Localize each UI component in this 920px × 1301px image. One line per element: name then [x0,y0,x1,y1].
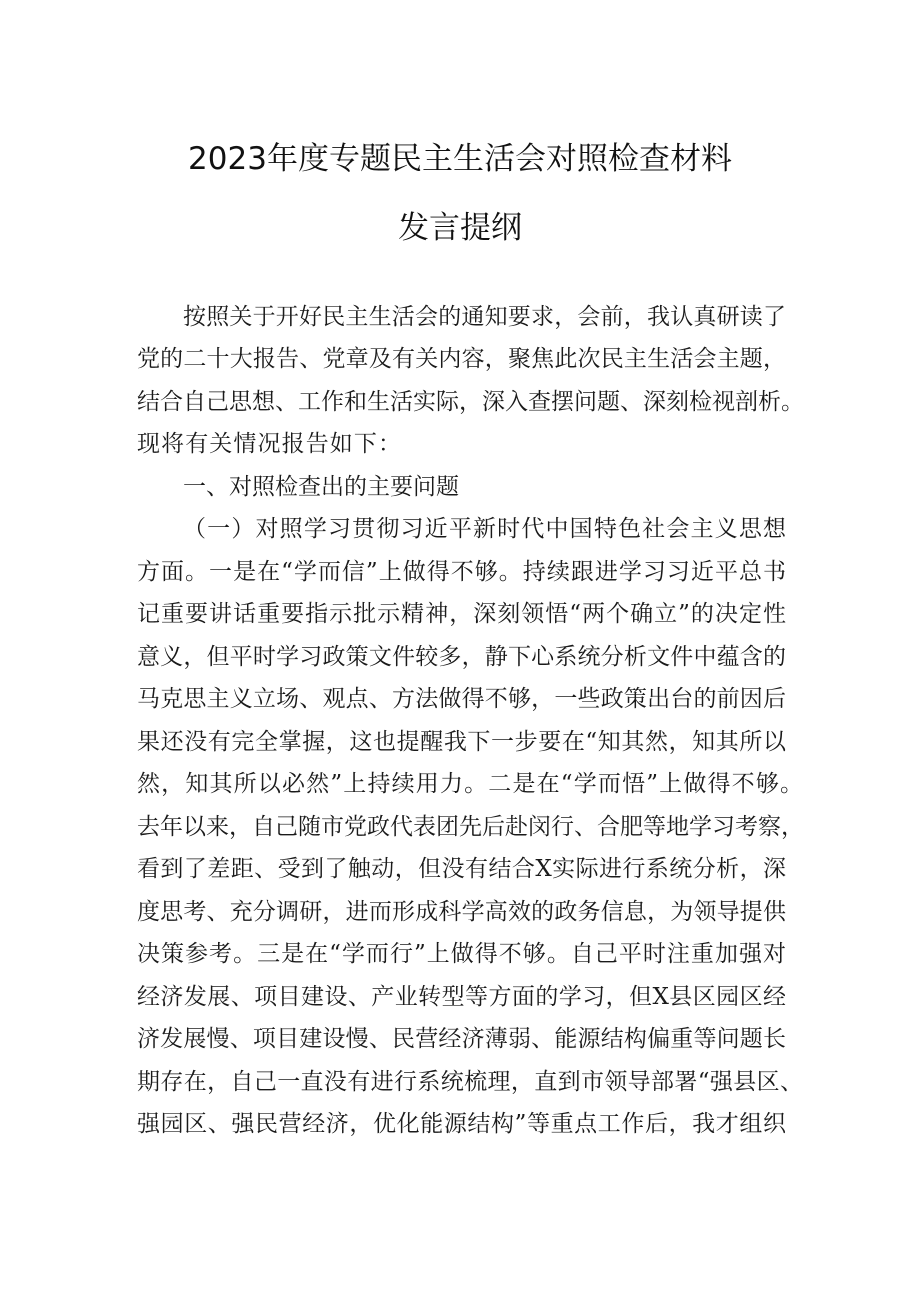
body-line-19: 期存在，自己一直没有进行系统梳理，直到市领导部署“强县区、 [137,1069,804,1095]
body-line-14: 看到了差距、受到了触动，但没有结合X实际进行系统分析，深 [137,856,787,882]
body-line-1: 按照关于开好民主生活会的通知要求，会前，我认真研读了 [183,304,787,330]
subsection-heading-1: （一）对照学习贯彻习近平新时代中国特色社会主义思想 [183,516,788,542]
body-line-17: 经济发展、项目建设、产业转型等方面的学习，但X县区园区经 [137,984,787,1010]
body-line-11: 果还没有完全掌握，这也提醒我下一步要在“知其然，知其所以 [137,729,787,755]
body-line-2: 党的二十大报告、党章及有关内容，聚焦此次民主生活会主题， [137,346,787,372]
body-line-13: 去年以来，自己随市党政代表团先后赴闵行、合肥等地学习考察， [137,814,804,840]
document-title-line-2: 发言提纲 [398,210,522,246]
body-line-18: 济发展慢、项目建设慢、民营经济薄弱、能源结构偏重等问题长 [137,1026,787,1052]
body-line-16: 决策参考。三是在“学而行”上做得不够。自己平时注重加强对 [137,941,787,967]
body-line-12: 然，知其所以必然”上持续用力。二是在“学而悟”上做得不够。 [137,771,805,797]
body-line-7: 方面。一是在“学而信”上做得不够。持续跟进学习习近平总书 [137,559,787,585]
body-line-3: 结合自己思想、工作和生活实际，深入查摆问题、深刻检视剖析。 [137,389,804,415]
body-line-8: 记重要讲话重要指示批示精神，深刻领悟“两个确立”的决定性 [137,601,787,627]
body-line-15: 度思考、充分调研，进而形成科学高效的政务信息，为领导提供 [137,899,787,925]
body-line-20: 强园区、强民营经济，优化能源结构”等重点工作后，我才组织 [137,1111,787,1137]
document-title-line-1: 2023年度专题民主生活会对照检查材料 [188,141,732,177]
body-line-4: 现将有关情况报告如下： [137,431,403,457]
section-heading-1: 一、对照检查出的主要问题 [183,474,459,500]
body-line-9: 意义，但平时学习政策文件较多，静下心系统分析文件中蕴含的 [137,644,787,670]
body-line-10: 马克思主义立场、观点、方法做得不够，一些政策出台的前因后 [137,686,787,712]
